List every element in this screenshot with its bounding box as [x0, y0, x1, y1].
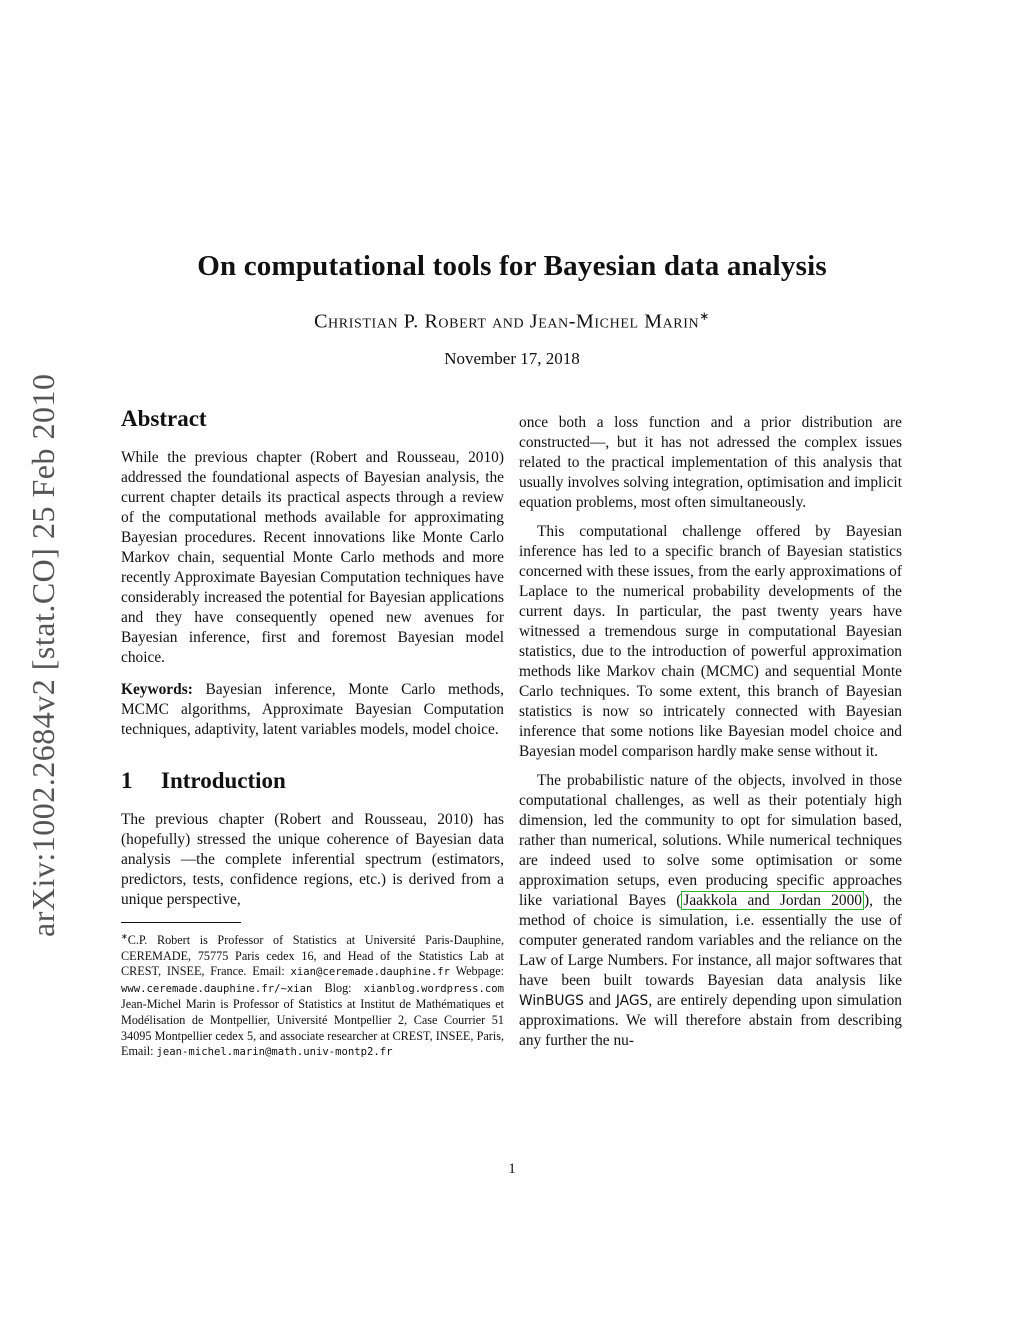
citation-link[interactable]: Jaakkola and Jordan 2000 — [683, 892, 862, 909]
keywords-paragraph — [121, 680, 504, 740]
author-names: Christian P. Robert and Jean-Michel Marin — [314, 310, 700, 333]
right-paragraph-3 — [519, 771, 902, 1051]
intro-paragraph-1: The previous chapter (Robert and Rousseau, 2010) has (hopefully) stressed the unique coherence of Bayesian data analysis —the complete inferential spectrum (estimators, predictors, tests, confidence regions, etc.) is derived from a unique perspective, — [121, 811, 504, 908]
footnote-text-3: Blog: — [312, 980, 364, 995]
para3-text-d: , are entirely depending upon simulation approximations. We will therefore abstain from describing any further the nu- — [519, 992, 902, 1049]
footnote-rule — [121, 922, 241, 923]
blog-link[interactable]: xianblog.wordpress.com — [363, 982, 504, 995]
footnote-text-1: C.P. Robert is Professor of Statistics at Université Paris-Dauphine, CEREMADE, 75775 Paris cedex 16, and Head of the Statistics Lab at CREST, INSEE, France. Email: — [121, 933, 504, 979]
introduction-heading — [121, 766, 504, 796]
paper-title: On computational tools for Bayesian data analysis — [197, 250, 827, 282]
author-footnote — [121, 929, 504, 1061]
keywords-label: Keywords: — [121, 681, 193, 698]
email-link-marin[interactable]: jean-michel.marin@math.univ-montp2.fr — [156, 1046, 393, 1059]
arxiv-identifier-stamp: arXiv:1002.2684v2 [stat.CO] 25 Feb 2010 — [25, 373, 61, 937]
email-link-robert[interactable]: xian@ceremade.dauphine.fr — [290, 966, 450, 979]
footnote-text-4: Jean-Michel Marin is Professor of Statistics at Institut de Mathématiques et Modélisation de Montpellier, Université Montpellier 2, Case Courrier 51 34095 Montpellier cedex 5, and associate researcher at CREST, INSEE, Paris, Email: — [121, 997, 504, 1059]
left-column — [121, 404, 504, 1061]
software-jags: JAGS — [615, 993, 649, 1009]
para3-text-a: The probabilistic nature of the objects, involved in those computational challenges, as well as their potentialy high dimension, led the community to opt for simulation based, rather than numerical, solutions. While numerical techniques are indeed used to solve some optimisation or some approximation setups, even producing specific approaches like variational Bayes ( — [519, 772, 902, 909]
section-number: 1 — [121, 768, 133, 793]
footnote-mark: ∗ — [121, 932, 128, 941]
abstract-heading: Abstract — [121, 406, 207, 431]
right-paragraph-1: once both a loss function and a prior distribution are constructed—, but it has not adressed the complex issues related to the practical implementation of this analysis that usually involves solving integration, optimisation and implicit equation problems, most often simultaneously. — [519, 414, 902, 511]
author-line — [0, 309, 1024, 334]
webpage-link[interactable]: www.ceremade.dauphine.fr/∼xian — [121, 982, 313, 995]
right-paragraph-2: This computational challenge offered by Bayesian inference has led to a specific branch of Bayesian statistics concerned with these issues, from the early approximations of Laplace to the numerical probability developments of the current days. In particular, the past twenty years have witnessed a tremendous surge in computational Bayesian statistics, due to the introduction of powerful approximation methods like Markov chain (MCMC) and sequential Monte Carlo techniques. To some extent, this branch of Bayesian statistics is now so intricately connected with Bayesian inference that some notions like Bayesian model choice and Bayesian model comparison hardly make sense without it. — [519, 523, 902, 760]
abstract-text: While the previous chapter (Robert and Rousseau, 2010) addressed the foundational aspects of Bayesian analysis, the current chapter details its practical aspects through a review of the computational methods available for approximating Bayesian procedures. Recent innovations like Monte Carlo Markov chain, sequential Monte Carlo methods and more recently Approximate Bayesian Computation techniques have considerably increased the potential for Bayesian applications and they have consequently opened new avenues for Bayesian inference, first and foremost Bayesian model choice. — [121, 449, 504, 666]
paper-date: November 17, 2018 — [444, 349, 580, 368]
right-column — [519, 413, 902, 1051]
para3-text-b: ), the method of choice is simulation, i.e. essentially the use of computer generated random variables and the reliance on the Law of Large Numbers. For instance, all major softwares that have been built towards Bayesian data analysis like — [519, 892, 902, 989]
footnote-text-2: Webpage: — [450, 964, 505, 979]
page-number: 1 — [508, 1161, 516, 1177]
software-winbugs: WinBUGS — [519, 993, 584, 1009]
author-footnote-mark: ∗ — [699, 309, 710, 323]
keywords-text: Bayesian inference, Monte Carlo methods, MCMC algorithms, Approximate Bayesian Computation techniques, adaptivity, latent variables models, model choice. — [121, 681, 504, 738]
section-title: Introduction — [161, 768, 286, 793]
para3-text-c: and — [583, 992, 616, 1009]
